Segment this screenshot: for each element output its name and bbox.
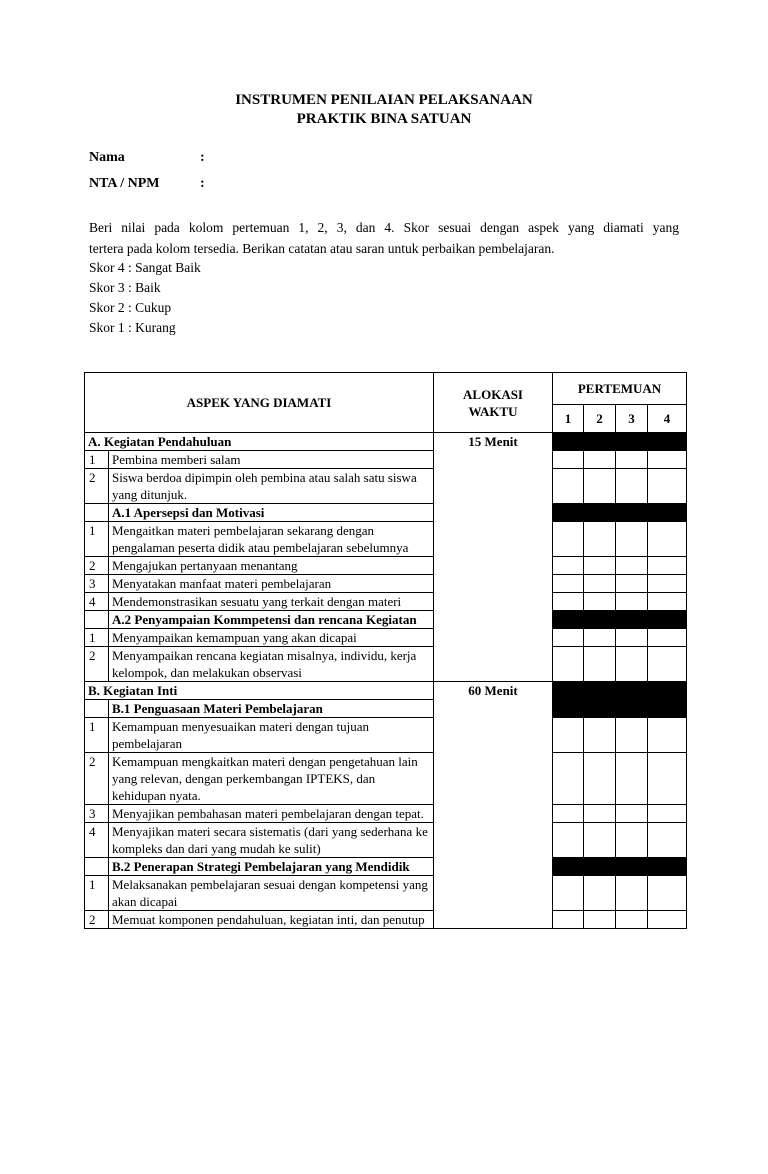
- time-cell: [434, 647, 553, 682]
- time-cell: [434, 823, 553, 858]
- assessment-table: [84, 372, 687, 929]
- item-text: Menyajikan pembahasan materi pembelajaran dengan tepat.: [109, 805, 434, 823]
- item-number: 1: [85, 876, 109, 911]
- table-row: [85, 753, 687, 805]
- score-cell[interactable]: [553, 718, 584, 753]
- time-cell: [434, 911, 553, 929]
- score-cell[interactable]: [553, 469, 584, 504]
- score-cell[interactable]: [584, 575, 616, 593]
- score-cell[interactable]: [616, 469, 648, 504]
- score-cell[interactable]: [648, 805, 687, 823]
- score-cell[interactable]: [648, 647, 687, 682]
- subsection-b2-row: [85, 858, 687, 876]
- time-cell: [434, 557, 553, 575]
- time-cell: [434, 575, 553, 593]
- score-cell[interactable]: [584, 805, 616, 823]
- nta-label: NTA / NPM: [89, 176, 160, 191]
- score-cell[interactable]: [648, 469, 687, 504]
- section-a-row: [85, 433, 687, 451]
- table-row: [85, 823, 687, 858]
- item-number: 2: [85, 469, 109, 504]
- blank-number-cell: [85, 700, 109, 718]
- score-cell[interactable]: [648, 522, 687, 557]
- time-cell: [434, 504, 553, 522]
- score-cell[interactable]: [616, 823, 648, 858]
- score-cell[interactable]: [616, 629, 648, 647]
- score-cell[interactable]: [648, 629, 687, 647]
- time-cell: [434, 451, 553, 469]
- score-cell[interactable]: [584, 753, 616, 805]
- table-row: [85, 469, 687, 504]
- header-alokasi-line1: ALOKASI: [463, 386, 523, 402]
- item-text: Pembina memberi salam: [109, 451, 434, 469]
- item-text: Menyampaikan rencana kegiatan misalnya, individu, kerja kelompok, dan melakukan observasi: [109, 647, 434, 682]
- time-cell: [434, 629, 553, 647]
- score-cell-dark: [584, 858, 616, 876]
- time-cell: [434, 876, 553, 911]
- score-cell[interactable]: [584, 911, 616, 929]
- score-cell[interactable]: [584, 469, 616, 504]
- document-title-line1: INSTRUMEN PENILAIAN PELAKSANAAN: [235, 92, 533, 108]
- time-cell: [434, 753, 553, 805]
- score-cell[interactable]: [553, 629, 584, 647]
- subsection-a1-row: [85, 504, 687, 522]
- table-row: [85, 557, 687, 575]
- score-cell-dark: [584, 682, 616, 700]
- item-text: Melaksanakan pembelajaran sesuai dengan kompetensi yang akan dicapai: [109, 876, 434, 911]
- item-number: 1: [85, 718, 109, 753]
- score-cell[interactable]: [584, 823, 616, 858]
- score-4: Skor 4 : Sangat Baik: [89, 260, 201, 275]
- item-number: 2: [85, 753, 109, 805]
- score-cell[interactable]: [584, 629, 616, 647]
- time-cell: [434, 700, 553, 718]
- time-cell: [434, 522, 553, 557]
- time-cell: [434, 469, 553, 504]
- item-text: Kemampuan mengkaitkan materi dengan pengetahuan lain yang relevan, dengan perkembangan IPTEKS, dan kehidupan nyata.: [109, 753, 434, 805]
- item-number: 1: [85, 522, 109, 557]
- pertemuan-2: 2: [584, 405, 616, 433]
- score-2: Skor 2 : Cukup: [89, 300, 172, 315]
- score-cell[interactable]: [553, 823, 584, 858]
- score-cell[interactable]: [648, 593, 687, 611]
- score-cell[interactable]: [584, 876, 616, 911]
- header-alokasi: [434, 373, 553, 433]
- header-pertemuan: PERTEMUAN: [553, 373, 687, 405]
- score-cell[interactable]: [616, 753, 648, 805]
- time-cell: [434, 611, 553, 629]
- table-row: [85, 451, 687, 469]
- subsection-a2-title: A.2 Penyampaian Kommpetensi dan rencana Kegiatan: [109, 611, 434, 629]
- score-cell[interactable]: [553, 522, 584, 557]
- section-b-title: B. Kegiatan Inti: [85, 682, 434, 700]
- score-cell-dark: [553, 504, 584, 522]
- blank-number-cell: [85, 611, 109, 629]
- score-cell-dark: [616, 504, 648, 522]
- score-cell-dark: [648, 504, 687, 522]
- score-cell[interactable]: [648, 823, 687, 858]
- item-number: 2: [85, 647, 109, 682]
- nta-colon: :: [200, 176, 205, 191]
- table-row: [85, 522, 687, 557]
- header-aspek: ASPEK YANG DIAMATI: [85, 373, 434, 433]
- score-cell-dark: [616, 433, 648, 451]
- score-cell[interactable]: [616, 575, 648, 593]
- score-cell-dark: [553, 682, 584, 700]
- item-number: 4: [85, 593, 109, 611]
- score-cell[interactable]: [553, 557, 584, 575]
- score-cell-dark: [616, 858, 648, 876]
- score-cell[interactable]: [553, 593, 584, 611]
- subsection-b1-row: [85, 700, 687, 718]
- score-cell-dark: [648, 682, 687, 700]
- score-cell[interactable]: [616, 522, 648, 557]
- score-cell-dark: [648, 858, 687, 876]
- item-text: Menyampaikan kemampuan yang akan dicapai: [109, 629, 434, 647]
- score-cell-dark: [584, 504, 616, 522]
- table-row: [85, 647, 687, 682]
- score-cell[interactable]: [648, 753, 687, 805]
- table-row: [85, 575, 687, 593]
- time-cell: [434, 593, 553, 611]
- score-cell-dark: [584, 433, 616, 451]
- score-cell-dark: [616, 611, 648, 629]
- score-cell[interactable]: [584, 593, 616, 611]
- score-cell[interactable]: [616, 718, 648, 753]
- score-cell[interactable]: [616, 593, 648, 611]
- item-number: 1: [85, 451, 109, 469]
- score-cell[interactable]: [648, 557, 687, 575]
- score-cell[interactable]: [648, 575, 687, 593]
- score-1: Skor 1 : Kurang: [89, 320, 176, 335]
- section-b-row: [85, 682, 687, 700]
- score-cell-dark: [553, 858, 584, 876]
- score-cell[interactable]: [616, 647, 648, 682]
- score-cell[interactable]: [553, 451, 584, 469]
- nama-colon: :: [200, 150, 205, 165]
- score-cell[interactable]: [648, 718, 687, 753]
- blank-number-cell: [85, 858, 109, 876]
- pertemuan-4: 4: [648, 405, 687, 433]
- item-number: 2: [85, 911, 109, 929]
- time-cell: [434, 718, 553, 753]
- score-cell[interactable]: [584, 522, 616, 557]
- table-row: [85, 593, 687, 611]
- score-cell[interactable]: [553, 911, 584, 929]
- document-title-line2: PRAKTIK BINA SATUAN: [296, 111, 472, 127]
- score-cell-dark: [616, 682, 648, 700]
- item-number: 3: [85, 575, 109, 593]
- time-cell: [434, 805, 553, 823]
- score-cell-dark: [648, 700, 687, 718]
- instruction-line1: Beri nilai pada kolom pertemuan 1, 2, 3, dan 4. Skor sesuai dengan aspek yang diamati yang: [89, 220, 679, 235]
- item-text: Siswa berdoa dipimpin oleh pembina atau salah satu siswa yang ditunjuk.: [109, 469, 434, 504]
- table-row: [85, 911, 687, 929]
- score-cell[interactable]: [616, 876, 648, 911]
- score-cell[interactable]: [584, 647, 616, 682]
- score-cell-dark: [553, 611, 584, 629]
- item-text: Mengajukan pertanyaan menantang: [109, 557, 434, 575]
- pertemuan-1: 1: [553, 405, 584, 433]
- score-cell[interactable]: [648, 911, 687, 929]
- score-3: Skor 3 : Baik: [89, 280, 161, 295]
- score-cell[interactable]: [553, 647, 584, 682]
- score-cell-dark: [616, 700, 648, 718]
- score-cell[interactable]: [584, 557, 616, 575]
- score-cell[interactable]: [553, 753, 584, 805]
- item-text: Mengaitkan materi pembelajaran sekarang dengan pengalaman peserta didik atau pembelajaran sebelumnya: [109, 522, 434, 557]
- table-row: [85, 876, 687, 911]
- section-a-time: 15 Menit: [434, 433, 553, 451]
- score-cell-dark: [648, 611, 687, 629]
- nama-label: Nama: [89, 150, 125, 165]
- score-cell[interactable]: [648, 876, 687, 911]
- subsection-b1-title: B.1 Penguasaan Materi Pembelajaran: [109, 700, 434, 718]
- subsection-a1-title: A.1 Apersepsi dan Motivasi: [109, 504, 434, 522]
- item-number: 2: [85, 557, 109, 575]
- score-cell[interactable]: [584, 718, 616, 753]
- subsection-b2-title: B.2 Penerapan Strategi Pembelajaran yang Mendidik: [109, 858, 434, 876]
- score-cell[interactable]: [616, 557, 648, 575]
- score-cell[interactable]: [553, 575, 584, 593]
- score-cell-dark: [553, 433, 584, 451]
- score-cell[interactable]: [553, 876, 584, 911]
- instruction-line2: tertera pada kolom tersedia. Berikan catatan atau saran untuk perbaikan pembelajaran.: [89, 241, 555, 256]
- score-cell[interactable]: [616, 451, 648, 469]
- score-cell-dark: [648, 433, 687, 451]
- score-cell-dark: [553, 700, 584, 718]
- item-text: Mendemonstrasikan sesuatu yang terkait dengan materi: [109, 593, 434, 611]
- item-text: Menyatakan manfaat materi pembelajaran: [109, 575, 434, 593]
- table-row: [85, 629, 687, 647]
- item-number: 3: [85, 805, 109, 823]
- subsection-a2-row: [85, 611, 687, 629]
- score-cell[interactable]: [648, 451, 687, 469]
- score-cell-dark: [584, 611, 616, 629]
- item-text: Memuat komponen pendahuluan, kegiatan inti, dan penutup: [109, 911, 434, 929]
- item-number: 1: [85, 629, 109, 647]
- score-cell[interactable]: [553, 805, 584, 823]
- blank-number-cell: [85, 504, 109, 522]
- table-row: [85, 718, 687, 753]
- section-a-title: A. Kegiatan Pendahuluan: [85, 433, 434, 451]
- header-alokasi-line2: WAKTU: [468, 403, 518, 419]
- item-text: Kemampuan menyesuaikan materi dengan tujuan pembelajaran: [109, 718, 434, 753]
- item-text: Menyajikan materi secara sistematis (dari yang sederhana ke kompleks dan dari yang mudah ke sulit): [109, 823, 434, 858]
- score-cell[interactable]: [616, 911, 648, 929]
- score-cell-dark: [584, 700, 616, 718]
- table-row: [85, 805, 687, 823]
- section-b-time: 60 Menit: [434, 682, 553, 700]
- item-number: 4: [85, 823, 109, 858]
- score-cell[interactable]: [584, 451, 616, 469]
- time-cell: [434, 858, 553, 876]
- pertemuan-3: 3: [616, 405, 648, 433]
- score-cell[interactable]: [616, 805, 648, 823]
